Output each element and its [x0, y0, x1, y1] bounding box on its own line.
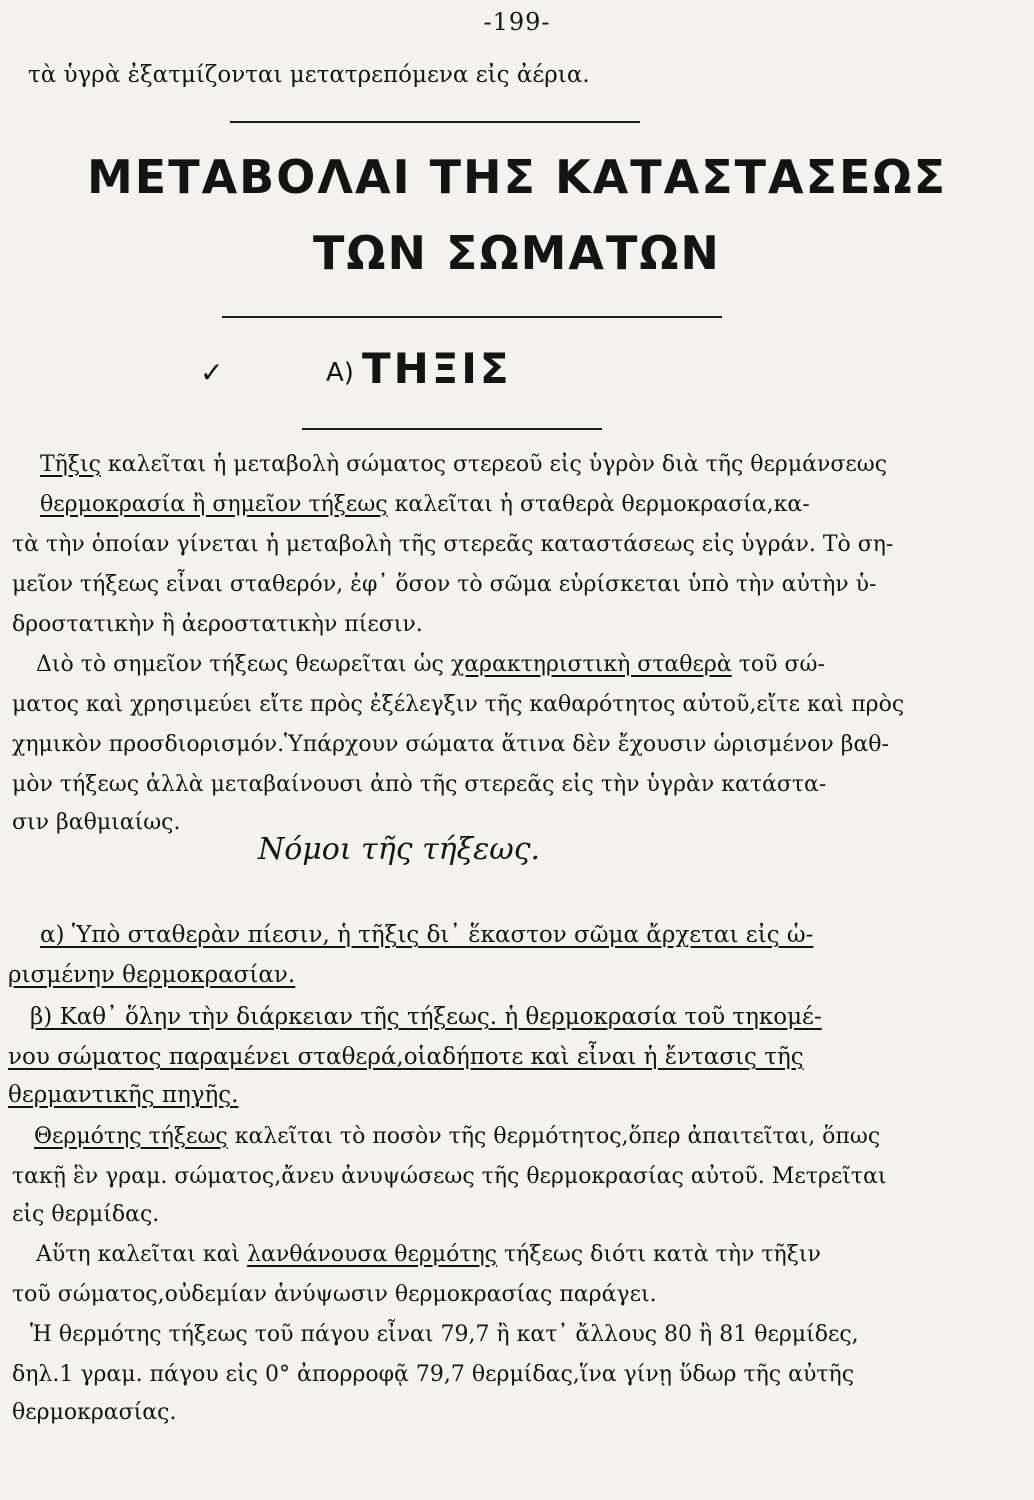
melting-point-term: θερμοκρασία ἢ σημεῖον τήξεως [40, 492, 388, 517]
paragraph2-line3: χημικὸν προσδιορισμόν.Ὑπάρχουν σώματα ἅτινα δὲν ἔχουσιν ὡρισμένον βαθ- [12, 732, 889, 757]
latent-heat-term: λανθάνουσα θερμότης [247, 1242, 497, 1267]
ice-line3: θερμοκρασίας. [12, 1400, 177, 1425]
chapter-title-line1: ΜΕΤΑΒΟΛΑΙ ΤΗΣ ΚΑΤΑΣΤΑΣΕΩΣ [87, 150, 947, 204]
section-title: ΤΗΞΙΣ [361, 344, 512, 393]
divider-section [302, 428, 602, 430]
divider-top [230, 121, 640, 123]
law-b-line2: νου σώματος παραμένει σταθερά,οἱαδήποτε καὶ εἶναι ἡ ἔντασις τῆς [8, 1044, 804, 1070]
paragraph2-line4: μὸν τήξεως ἀλλὰ μεταβαίνουσι ἀπὸ τῆς στερεᾶς εἰς τὴν ὑγρὰν κατάστα- [12, 772, 827, 797]
law-a-line2: ρισμένην θερμοκρασίαν. [8, 962, 296, 988]
laws-heading: Νόμοι τῆς τήξεως. [258, 832, 541, 867]
heat-line1: Θερμότης τήξεως καλεῖται τὸ ποσὸν τῆς θερμότητος,ὅπερ ἀπαιτεῖται, ὅπως [34, 1124, 881, 1149]
check-mark: ✓ [200, 356, 224, 389]
definition-line1: Τῆξις καλεῖται ἡ μεταβολὴ σώματος στερεοῦ εἰς ὑγρὸν διὰ τῆς θερμάνσεως [40, 452, 888, 477]
heat-of-fusion-term: Θερμότης τήξεως [34, 1124, 228, 1149]
latent-line1: Αὕτη καλεῖται καὶ λανθάνουσα θερμότης τήξεως διότι κατὰ τὴν τῆξιν [36, 1242, 821, 1267]
section-label: Α) [326, 358, 354, 388]
intro-line: τὰ ὑγρὰ ἐξατμίζονται μετατρεπόμενα εἰς ἀέρια. [28, 62, 590, 88]
law-b-line3: θερμαντικῆς πηγῆς. [8, 1082, 239, 1108]
heat-line3: εἰς θερμίδας. [12, 1202, 160, 1227]
definition-line2: θερμοκρασία ἢ σημεῖον τήξεως καλεῖται ἡ σταθερὰ θερμοκρασία,κα- [40, 492, 810, 517]
latent-line2: τοῦ σώματος,οὐδεμίαν ἀνύψωσιν θερμοκρασίας παράγει. [12, 1282, 657, 1307]
chapter-title-line2: ΤΩΝ ΣΩΜΑΤΩΝ [313, 226, 721, 280]
paragraph2-line5: σιν βαθμιαίως. [12, 810, 181, 835]
section-heading [326, 344, 512, 393]
definition-term: Τῆξις [40, 452, 101, 477]
divider-title [222, 316, 722, 318]
law-b-line1: β) Καθ᾽ ὅλην τὴν διάρκειαν τῆς τήξεως. ἡ θερμοκρασία τοῦ τηκομέ- [30, 1004, 822, 1030]
ice-line2: δηλ.1 γραμ. πάγου εἰς 0° ἀπορροφᾷ 79,7 θερμίδας,ἵνα γίνῃ ὕδωρ τῆς αὐτῆς [12, 1362, 855, 1387]
heat-line2: τακῇ ἓν γραμ. σώματος,ἄνευ ἀνυψώσεως τῆς θερμοκρασίας αὐτοῦ. Μετρεῖται [12, 1164, 887, 1189]
definition-line4: μεῖον τήξεως εἶναι σταθερόν, ἐφ᾽ ὅσον τὸ σῶμα εὑρίσκεται ὑπὸ τὴν αὐτὴν ὑ- [12, 572, 877, 597]
ice-line1: Ἡ θερμότης τήξεως τοῦ πάγου εἶναι 79,7 ἢ κατ᾽ ἄλλους 80 ἢ 81 θερμίδες, [30, 1322, 859, 1347]
characteristic-constant-term: χαρακτηριστικὴ σταθερὰ [450, 652, 732, 677]
definition-line3: τὰ τὴν ὁποίαν γίνεται ἡ μεταβολὴ τῆς στερεᾶς καταστάσεως εἰς ὑγράν. Τὸ ση- [12, 532, 894, 557]
page-number: -199- [483, 8, 551, 36]
definition-line5: δροστατικὴν ἢ ἀεροστατικὴν πίεσιν. [12, 612, 423, 637]
paragraph2-line2: ματος καὶ χρησιμεύει εἴτε πρὸς ἐξέλεγξιν τῆς καθαρότητος αὐτοῦ,εἴτε καὶ πρὸς [12, 692, 905, 717]
paragraph2-line1: Διὸ τὸ σημεῖον τήξεως θεωρεῖται ὡς χαρακτηριστικὴ σταθερὰ τοῦ σώ- [36, 652, 825, 677]
law-a-line1: α) Ὑπὸ σταθερὰν πίεσιν, ἡ τῆξις δι᾽ ἕκαστον σῶμα ἄρχεται εἰς ὡ- [40, 922, 814, 948]
